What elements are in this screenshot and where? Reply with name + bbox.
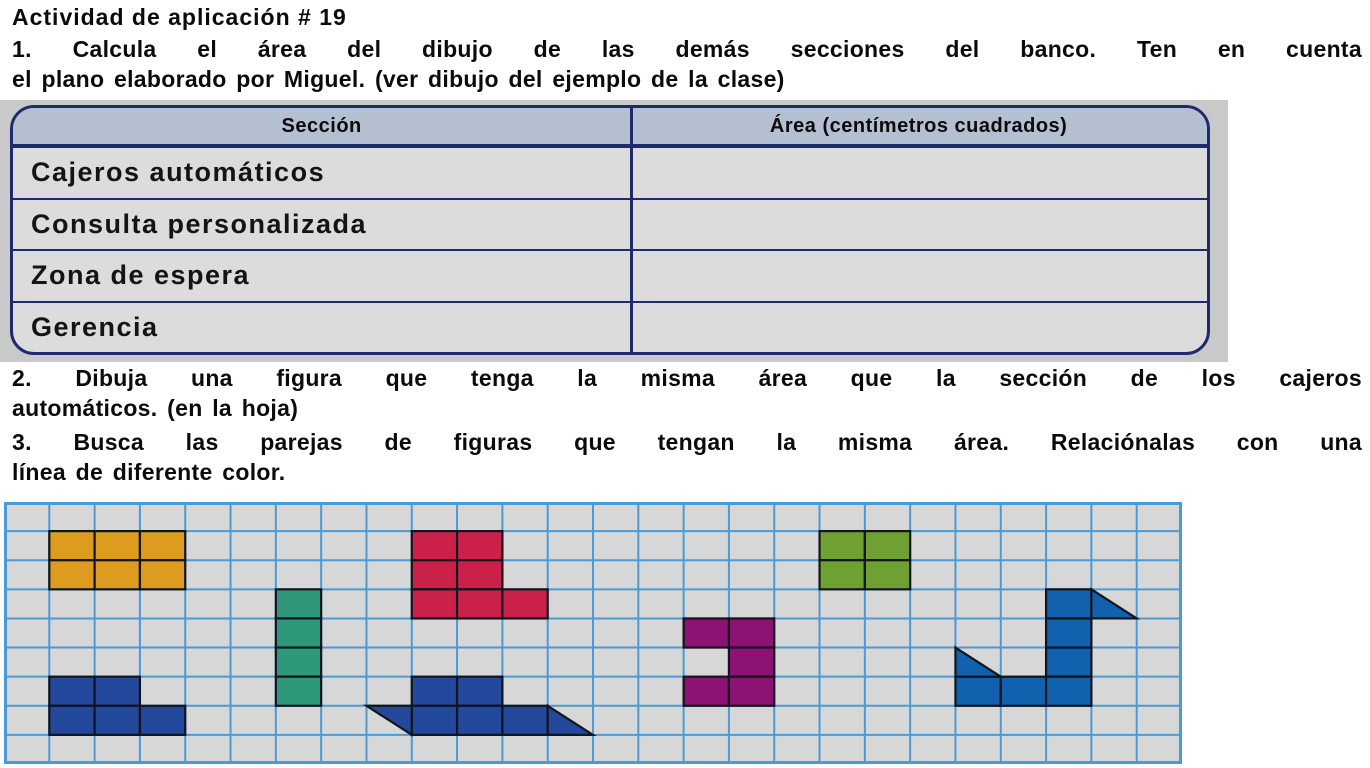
blue-l-shape <box>95 677 140 706</box>
purple-c-shape <box>729 618 774 647</box>
blue-boat <box>502 706 547 735</box>
table-row <box>13 301 1207 353</box>
orange-rectangle <box>95 531 140 560</box>
table-header-row <box>13 108 1207 146</box>
teal-column <box>276 677 321 706</box>
question-1-line-1: 1. Calcula el área del dibujo de las demás secciones del banco. Ten en cuenta <box>12 36 1362 62</box>
area-answer-cell <box>630 148 1207 198</box>
blue-snake <box>1046 677 1091 706</box>
orange-rectangle <box>140 531 185 560</box>
green-square <box>865 531 910 560</box>
blue-l-shape <box>95 706 140 735</box>
teal-column <box>276 589 321 618</box>
table-backdrop <box>0 100 1228 362</box>
purple-c-shape <box>684 677 729 706</box>
blue-snake <box>1001 677 1046 706</box>
question-1 <box>12 34 1362 94</box>
blue-boat <box>412 677 457 706</box>
red-boot <box>457 531 502 560</box>
blue-boat <box>457 677 502 706</box>
blue-l-shape <box>49 706 94 735</box>
question-1-line-2: el plano elaborado por Miguel. (ver dibujo del ejemplo de la clase) <box>12 66 785 92</box>
question-2-line-1: 2. Dibuja una figura que tenga la misma área que la sección de los cajeros <box>12 365 1362 391</box>
orange-rectangle <box>49 531 94 560</box>
column-header-area: Área (centímetros cuadrados) <box>769 114 1068 137</box>
section-name: Cajeros automáticos <box>31 157 326 188</box>
orange-rectangle <box>140 560 185 589</box>
column-header-seccion: Sección <box>281 114 362 137</box>
question-3-line-1: 3. Busca las parejas de figuras que tengan la misma área. Relaciónalas con una <box>12 429 1362 455</box>
teal-column <box>276 618 321 647</box>
blue-l-shape <box>140 706 185 735</box>
red-boot <box>412 531 457 560</box>
table-row <box>13 146 1207 198</box>
section-name: Zona de espera <box>31 260 251 291</box>
blue-snake <box>1046 589 1091 618</box>
question-2-line-2: automáticos. (en la hoja) <box>12 395 299 421</box>
green-square <box>865 560 910 589</box>
blue-boat <box>457 706 502 735</box>
section-name: Gerencia <box>31 311 159 342</box>
area-answer-cell <box>630 200 1207 250</box>
area-answer-cell <box>630 251 1207 301</box>
blue-boat <box>412 706 457 735</box>
blue-snake <box>955 677 1000 706</box>
purple-c-shape <box>729 648 774 677</box>
activity-title: Actividad de aplicación # 19 <box>12 4 347 30</box>
blue-snake <box>1046 618 1091 647</box>
red-boot <box>457 589 502 618</box>
green-square <box>820 531 865 560</box>
area-table <box>10 105 1210 355</box>
question-2 <box>12 363 1362 423</box>
figures-grid-svg <box>4 502 1182 764</box>
question-3 <box>12 427 1362 487</box>
blue-snake <box>1046 648 1091 677</box>
red-boot <box>457 560 502 589</box>
red-boot <box>412 589 457 618</box>
purple-c-shape <box>684 618 729 647</box>
figures-grid <box>4 502 1182 764</box>
table-row <box>13 249 1207 301</box>
column-divider <box>630 108 633 352</box>
orange-rectangle <box>95 560 140 589</box>
question-3-line-2: línea de diferente color. <box>12 459 286 485</box>
red-boot <box>502 589 547 618</box>
table-row <box>13 198 1207 250</box>
orange-rectangle <box>49 560 94 589</box>
section-name: Consulta personalizada <box>31 208 368 239</box>
area-answer-cell <box>630 303 1207 353</box>
green-square <box>820 560 865 589</box>
blue-l-shape <box>49 677 94 706</box>
teal-column <box>276 648 321 677</box>
red-boot <box>412 560 457 589</box>
purple-c-shape <box>729 677 774 706</box>
